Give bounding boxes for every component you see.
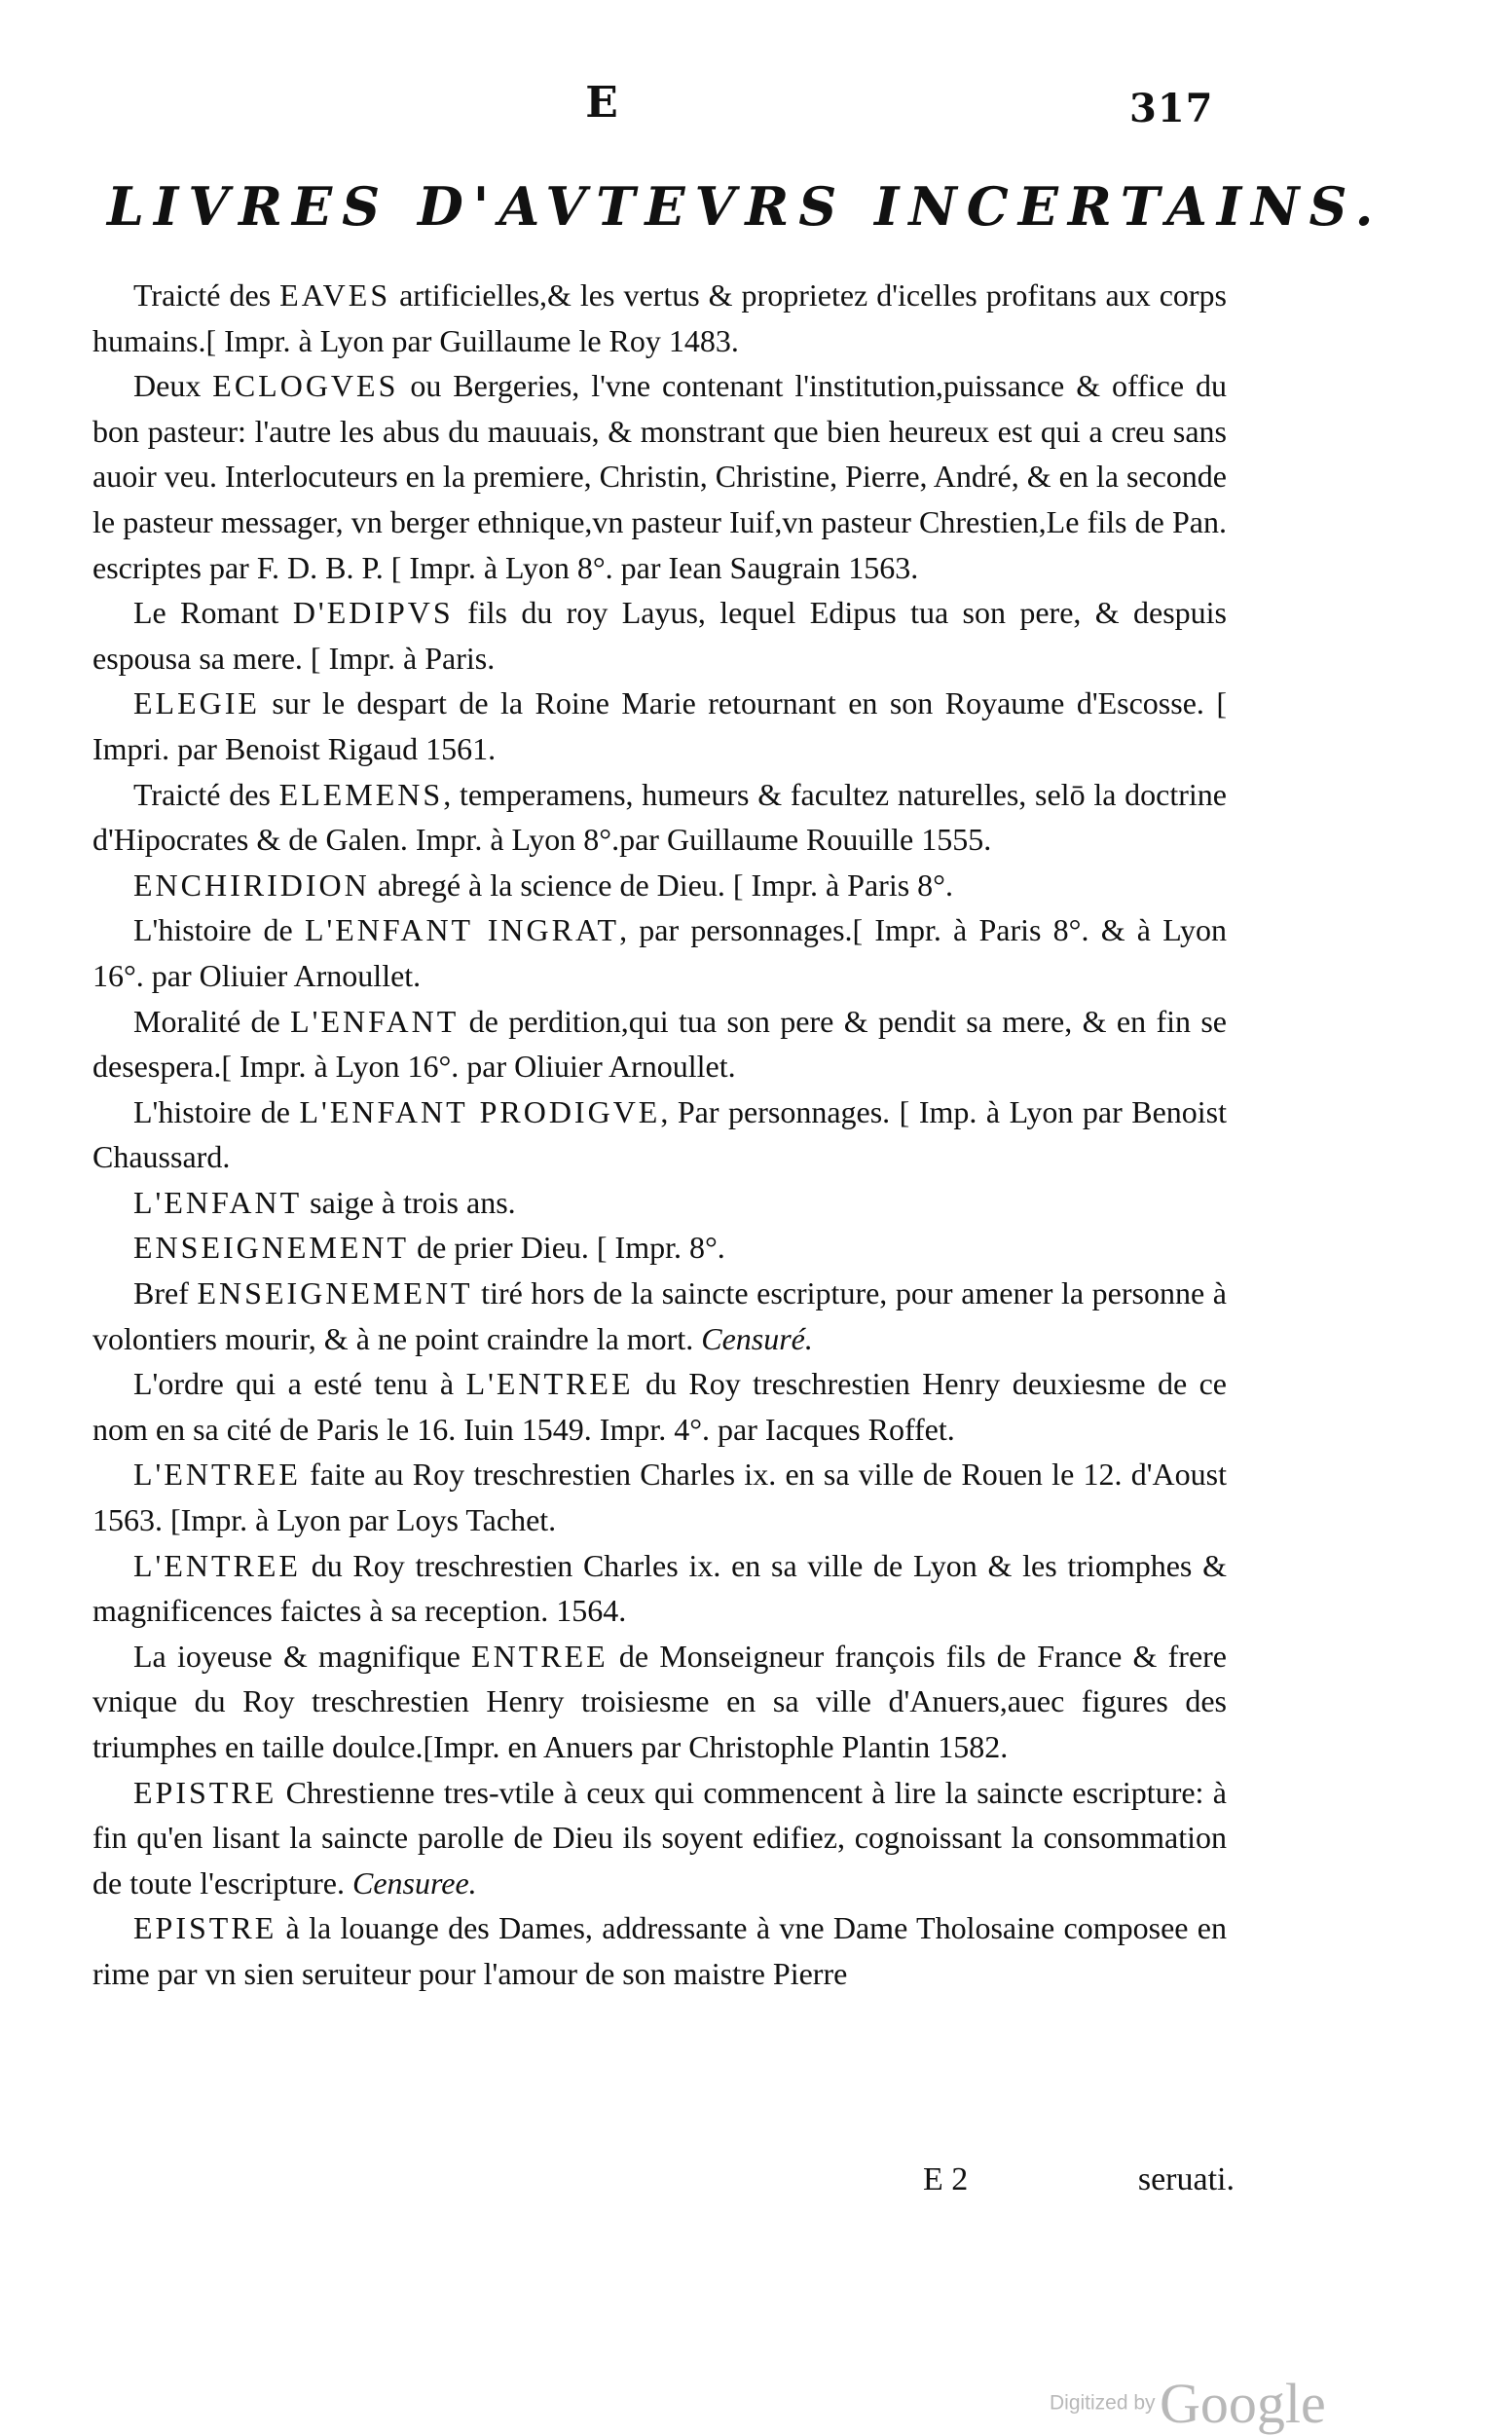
entry-keyword: L'ENTREE	[133, 1547, 301, 1583]
entry-text: du Roy treschrestien Charles ix. en sa ville de Lyon & les triomphes & magnificences faictes à sa reception. 1564.	[92, 1547, 1227, 1629]
catalog-entry	[92, 1770, 1227, 1906]
entry-text: faite au Roy treschrestien Charles ix. en sa ville de Rouen le 12. d'Aoust 1563. [Impr. à Lyon par Loys Tachet.	[92, 1457, 1227, 1538]
entry-keyword: L'ENTREE	[133, 1457, 301, 1493]
censure-note: Censuree.	[352, 1864, 477, 1901]
entry-text: à la louange des Dames, addressante à vne Dame Tholosaine composee en rime par vn sien seruiteur pour l'amour de son maistre Pierre	[92, 1910, 1227, 1991]
catalog-entry	[92, 863, 1227, 908]
entry-text: artificielles,& les vertus & proprietez d'icelles profitans aux corps humains.[ Impr. à Lyon par Guillaume le Roy 1483.	[92, 277, 1228, 358]
catalog-entry	[92, 1361, 1227, 1452]
entry-keyword: L'ENFANT PRODIGVE	[299, 1093, 661, 1129]
entry-keyword: ENTREE	[471, 1638, 608, 1674]
entry-text: tiré hors de la saincte escripture, pour amener la personne à volontiers mourir, & à ne point craindre la mort.	[92, 1275, 1228, 1356]
catalog-entry	[92, 681, 1227, 771]
catalog-entry	[92, 1271, 1227, 1361]
entry-keyword: EAVES	[279, 277, 391, 313]
entry-text: , Par personnages. [ Imp. à Lyon par Benoist Chaussard.	[92, 1093, 1228, 1175]
catalog-entry	[92, 772, 1227, 863]
entry-keyword: L'ENFANT	[133, 1184, 303, 1220]
entry-text: Bref	[133, 1275, 198, 1311]
catalog-entry	[92, 1634, 1227, 1770]
entry-keyword: EPISTRE	[133, 1910, 277, 1946]
entry-text: L'histoire de	[133, 912, 305, 948]
entry-keyword: ENSEIGNEMENT	[133, 1230, 410, 1266]
catalog-entries	[92, 273, 1227, 1997]
section-title: LIVRES D'AVTEVRS INCERTAINS.	[107, 175, 1383, 238]
running-head-letter: E	[585, 78, 618, 128]
entry-keyword: ELEMENS	[278, 776, 444, 812]
catalog-entry	[92, 590, 1227, 681]
digitized-watermark	[1050, 2371, 1326, 2436]
catalog-entry	[92, 1452, 1227, 1542]
entry-text: , temperamens, humeurs & facultez naturelles, selō la doctrine d'Hipocrates & de Galen. Impr. à Lyon 8°.par Guillaume Rouuille 1555.	[92, 776, 1228, 858]
entry-text: abregé à la science de Dieu. [ Impr. à Paris 8°.	[369, 867, 953, 903]
censure-note: Censuré.	[701, 1320, 813, 1356]
catalog-entry	[92, 907, 1227, 998]
entry-text: L'ordre qui a esté tenu à	[133, 1366, 466, 1402]
catalog-entry	[92, 1225, 1227, 1271]
catalog-entry	[92, 1543, 1227, 1634]
entry-text: saige à trois ans.	[302, 1184, 516, 1220]
entry-keyword: ENSEIGNEMENT	[197, 1275, 473, 1311]
entry-text: Chrestienne tres-vtile à ceux qui commencent à lire la saincte escripture: à fin qu'en lisant la saincte parolle de Dieu ils soyent edifiez, cognoissant la consommation de toute l'escripture.	[92, 1774, 1227, 1901]
entry-keyword: ELEGIE	[133, 685, 260, 721]
entry-keyword: L'ENFANT	[290, 1003, 460, 1039]
entry-keyword: L'ENFANT INGRAT	[304, 912, 620, 948]
entry-text: Traicté des	[133, 277, 280, 313]
entry-text: L'histoire de	[133, 1093, 300, 1129]
entry-keyword: ECLOGVES	[212, 368, 399, 404]
entry-keyword: D'EDIPVS	[292, 595, 454, 631]
catalog-entry	[92, 1905, 1227, 1996]
entry-text: Moralité de	[133, 1003, 291, 1039]
catalog-entry	[92, 273, 1227, 363]
entry-text: sur le despart de la Roine Marie retournant en son Royaume d'Escosse. [ Impri. par Benoist Rigaud 1561.	[92, 685, 1227, 766]
entry-text: de Monseigneur françois fils de France & frere vnique du Roy treschrestien Henry troisiesme en sa ville d'Anuers,auec figures des triumphes en taille doulce.[Impr. en Anuers par Christophle Plantin 1582.	[92, 1638, 1228, 1764]
entry-keyword: L'ENTREE	[465, 1366, 634, 1402]
entry-text: ou Bergeries, l'vne contenant l'institution,puissance & office du bon pasteur: l'autre les abus du mauuais, & monstrant que bien heureux est qui a creu sans auoir veu. Interlocuteurs en la premiere, Christin, Christine, Pierre, André, & en la seconde le pasteur messager, vn berger ethnique,vn pasteur Iuif,vn pasteur Chrestien,Le fils de Pan. escriptes par F. D. B. P. [ Impr. à Lyon 8°. par Iean Saugrain 1563.	[92, 368, 1228, 585]
entry-keyword: ENCHIRIDION	[133, 867, 370, 903]
entry-text: fils du roy Layus, lequel Edipus tua son pere, & despuis espousa sa mere. [ Impr. à Paris.	[92, 595, 1228, 676]
entry-text: Deux	[133, 368, 213, 404]
entry-text: de prier Dieu. [ Impr. 8°.	[409, 1230, 725, 1266]
catalog-entry	[92, 1180, 1227, 1226]
google-logo: Google	[1160, 2372, 1326, 2435]
catalog-entry	[92, 363, 1227, 590]
entry-text: du Roy treschrestien Henry deuxiesme de ce nom en sa cité de Paris le 16. Iuin 1549. Impr. 4°. par Iacques Roffet.	[92, 1366, 1228, 1447]
entry-text: Le Romant	[133, 595, 293, 631]
catchword: seruati.	[1137, 2161, 1235, 2197]
catalog-entry	[92, 1089, 1227, 1180]
signature-mark: E 2	[923, 2161, 969, 2197]
watermark-prefix: Digitized by	[1050, 2391, 1156, 2415]
entry-text: La ioyeuse & magnifique	[133, 1638, 472, 1674]
page-number: 317	[1129, 86, 1214, 131]
catalog-entry	[92, 999, 1227, 1089]
entry-keyword: EPISTRE	[133, 1774, 277, 1810]
entry-text: de perdition,qui tua son pere & pendit sa mere, & en fin se desespera.[ Impr. à Lyon 16°. par Oliuier Arnoullet.	[92, 1003, 1228, 1085]
entry-text: Traicté des	[133, 776, 279, 812]
entry-text: , par personnages.[ Impr. à Paris 8°. & à Lyon 16°. par Oliuier Arnoullet.	[92, 912, 1228, 993]
